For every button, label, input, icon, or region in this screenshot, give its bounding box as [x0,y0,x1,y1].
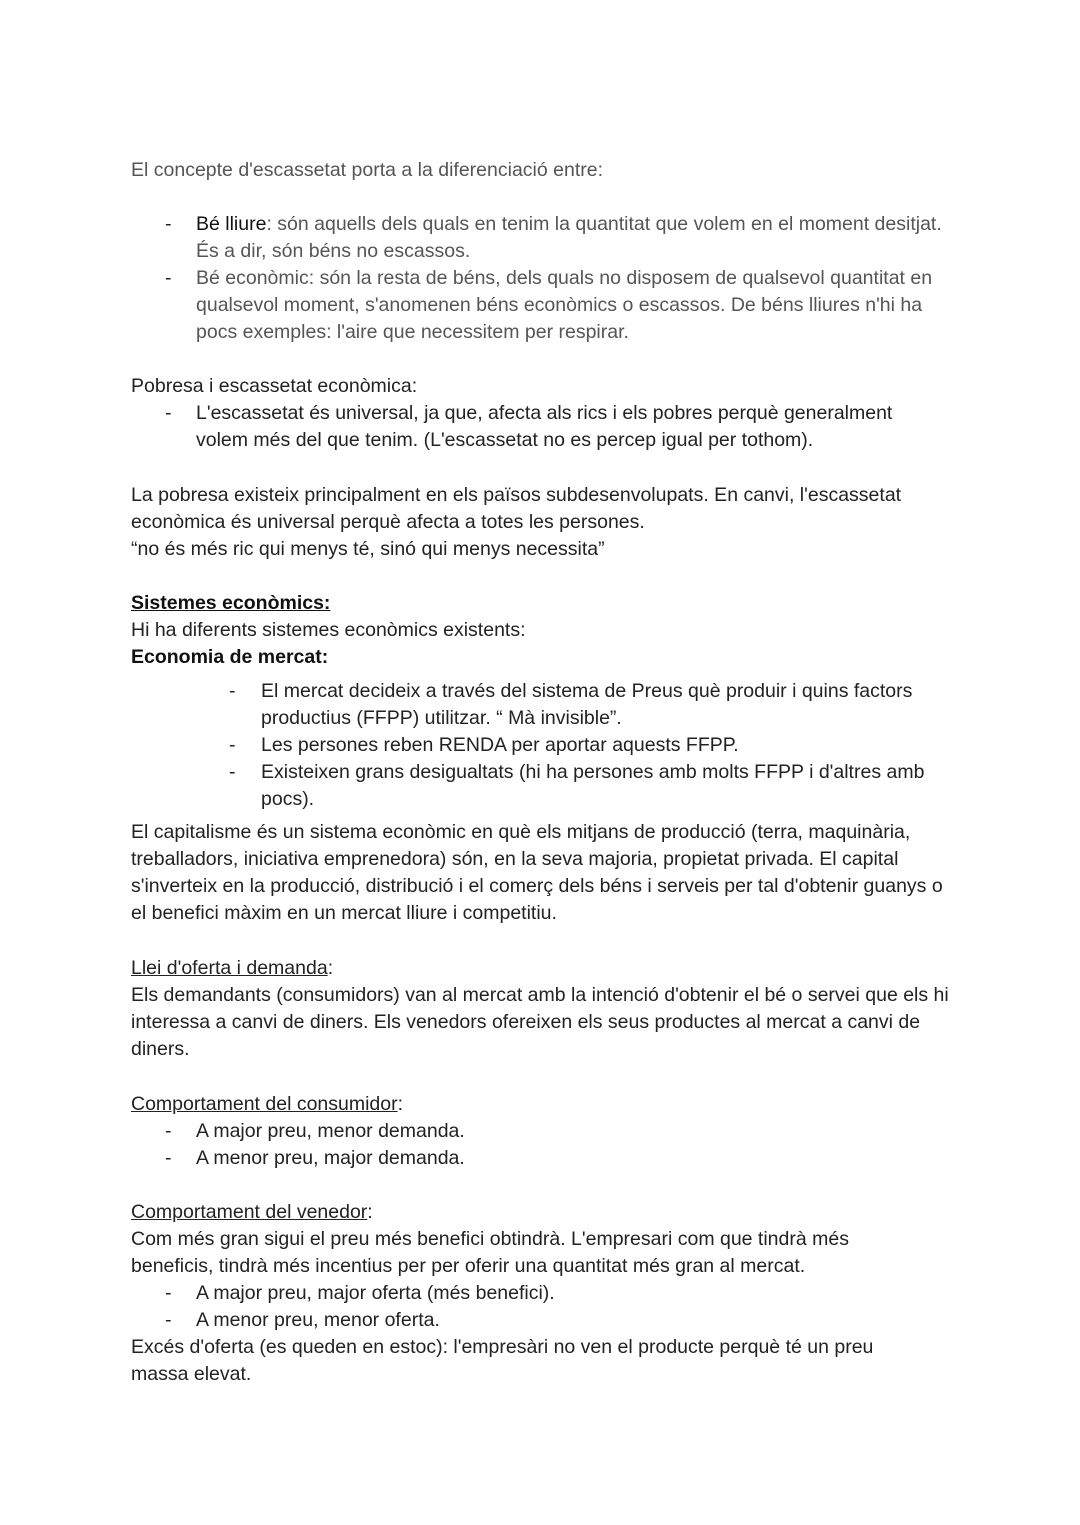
market-bullet-2: Les persones reben RENDA per aportar aquests FFPP. [261,734,739,756]
excess-paragraph: Excés d'oferta (es queden en estoc): l'empresàri no ven el producte perquè té un preu massa elevat. [131,1336,874,1385]
bullet-dash: - [165,267,172,289]
bullet-dash: - [229,761,236,783]
economic-good-label: Bé econòmic [196,267,309,289]
law-paragraph: Els demandants (consumidors) van al mercat amb la intenció d'obtenir el bé o servei que els hi interessa a canvi de diners. Els venedors ofereixen els seus productes al mercat a canvi de diners. [131,984,949,1060]
bullet-dash: - [165,402,172,424]
consumer-heading-line [131,1091,971,1118]
consumer-bullet-2: A menor preu, major demanda. [196,1147,465,1169]
poverty-bullet-text: L'escassetat és universal, ja que, afecta als rics i els pobres perquè generalment volem més del que tenim. (L'escassetat no es percep igual per tothom). [196,402,893,451]
free-good-text [196,211,956,265]
bullet-dash: - [165,1282,172,1304]
bullet-dash: - [229,680,236,702]
poverty-heading: Pobresa i escassetat econòmica: [131,375,418,397]
economic-good-desc: : són la resta de béns, dels quals no disposem de qualsevol quantitat en qualsevol moment, s'anomenen béns econòmics o escassos. De béns lliures n'hi ha pocs exemples: l'aire que necessitem per respirar. [196,267,933,343]
colon: : [327,957,334,979]
consumer-bullet-1: A major preu, menor demanda. [196,1120,465,1142]
poverty-paragraph: La pobresa existeix principalment en els països subdesenvolupats. En canvi, l'escassetat econòmica és universal perquè afecta a totes les persones. [131,484,902,533]
market-bullet-1: El mercat decideix a través del sistema de Preus què produir i quins factors productius (FFPP) utilitzar. “ Mà invisible”. [261,680,913,729]
intro-text: El concepte d'escassetat porta a la diferenciació entre: [131,159,603,181]
systems-intro: Hi ha diferents sistemes econòmics existents: [131,619,526,641]
free-good-label: Bé lliure [196,213,267,235]
systems-heading: Sistemes econòmics: [131,592,331,614]
capitalism-paragraph: El capitalisme és un sistema econòmic en què els mitjans de producció (terra, maquinària, treballadors, iniciativa emprenedora) són, en la seva majoria, propietat privada. El capital s'inverteix en la producció, distribució i el comerç dels béns i serveis per tal d'obtenir guanys o el benefici màxim en un mercat lliure i competitiu. [131,821,943,924]
bullet-dash: - [229,734,236,756]
market-bullet-3: Existeixen grans desigualtats (hi ha persones amb molts FFPP i d'altres amb pocs). [261,761,925,810]
free-good-desc: : són aquells dels quals en tenim la quantitat que volem en el moment desitjat. És a dir, són béns no escassos. [196,213,942,262]
seller-paragraph: Com més gran sigui el preu més benefici obtindrà. L'empresari com que tindrà més beneficis, tindrà més incentius per per oferir una quantitat més gran al mercat. [131,1228,849,1277]
bullet-dash: - [165,1120,172,1142]
seller-heading: Comportament del venedor [131,1201,368,1223]
colon: : [397,1093,404,1115]
colon: : [367,1201,373,1223]
seller-bullet-2: A menor preu, menor oferta. [196,1309,440,1331]
seller-heading-line [131,1199,971,1226]
bullet-dash: - [165,1309,172,1331]
bullet-dash: - [165,1147,172,1169]
quote-text: “no és més ric qui menys té, sinó qui menys necessita” [131,538,605,560]
bullet-dash: - [165,213,172,235]
seller-bullet-1: A major preu, major oferta (més benefici). [196,1282,555,1304]
law-heading-line [131,955,971,982]
market-heading: Economia de mercat: [131,646,329,668]
economic-good-text [196,265,956,346]
law-heading: Llei d'oferta i demanda [131,957,328,979]
consumer-heading: Comportament del consumidor [131,1093,398,1115]
